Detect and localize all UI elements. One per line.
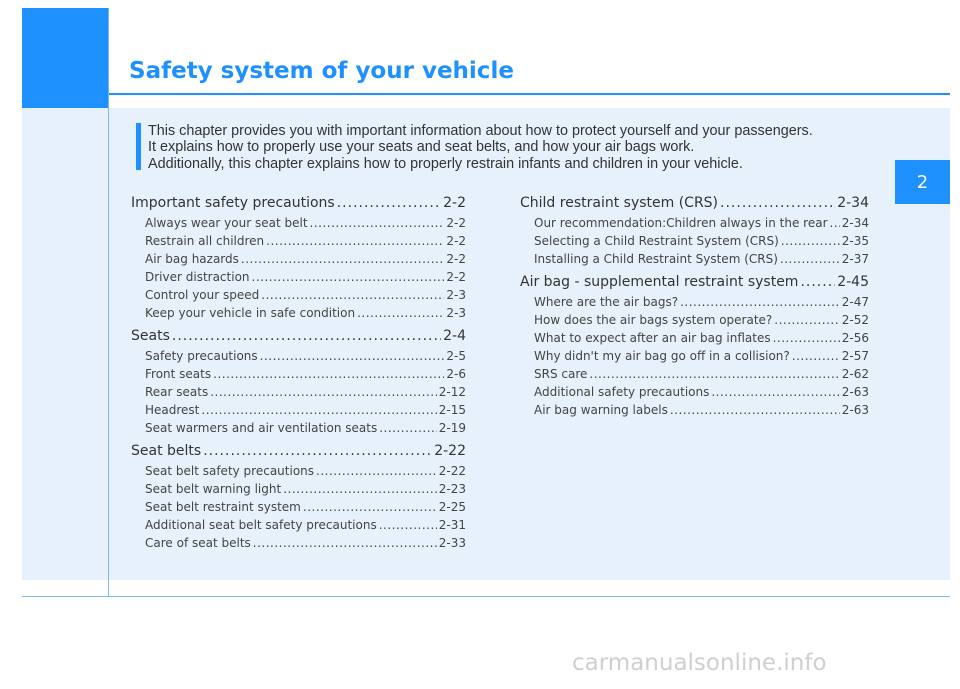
vertical-divider	[108, 8, 109, 596]
toc-entry[interactable]: Driver distraction ..... 2-2	[131, 268, 466, 286]
toc-section-heading[interactable]: Seats ..... 2-4	[131, 325, 466, 347]
toc-entry[interactable]: SRS care ..... 2-62	[520, 365, 869, 383]
intro-line: This chapter provides you with important information about how to protect yourself and your passengers.	[148, 123, 813, 139]
page-title: Safety system of your vehicle	[129, 58, 514, 84]
toc-entry[interactable]: Selecting a Child Restraint System (CRS) ..... 2-35	[520, 232, 869, 250]
toc-entry[interactable]: How does the air bags system operate? ..... 2-52	[520, 311, 869, 329]
toc-entry[interactable]: Where are the air bags? ..... 2-47	[520, 293, 869, 311]
toc-entry[interactable]: Our recommendation:Children always in the rear ..... 2-34	[520, 214, 869, 232]
chapter-intro	[148, 123, 878, 172]
intro-accent-bar	[136, 123, 141, 170]
toc-entry[interactable]: Rear seats ..... 2-12	[131, 383, 466, 401]
intro-line: It explains how to properly use your seats and seat belts, and how your air bags work.	[148, 139, 695, 156]
toc-entry[interactable]: Safety precautions ..... 2-5	[131, 347, 466, 365]
toc-entry[interactable]: Seat belt safety precautions ..... 2-22	[131, 462, 466, 480]
toc-entry[interactable]: Air bag warning labels ..... 2-63	[520, 401, 869, 419]
toc-right-column	[520, 192, 869, 419]
toc-section-heading[interactable]: Important safety precautions ..... 2-2	[131, 192, 466, 214]
toc-entry[interactable]: Headrest ..... 2-15	[131, 401, 466, 419]
toc-section-child-restraint	[520, 192, 869, 268]
toc-entry[interactable]: Air bag hazards ..... 2-2	[131, 250, 466, 268]
toc-entry[interactable]: Seat belt restraint system ..... 2-25	[131, 498, 466, 516]
toc-entry[interactable]: What to expect after an air bag inflates ..... 2-56	[520, 329, 869, 347]
toc-entry[interactable]: Why didn't my air bag go off in a collision? ..... 2-57	[520, 347, 869, 365]
toc-section-heading[interactable]: Seat belts ..... 2-22	[131, 440, 466, 462]
toc-entry[interactable]: Seat belt warning light ..... 2-23	[131, 480, 466, 498]
toc-entry[interactable]: Seat warmers and air ventilation seats ..... 2-19	[131, 419, 466, 437]
toc-entry[interactable]: Additional safety precautions ..... 2-63	[520, 383, 869, 401]
toc-section-heading[interactable]: Air bag - supplemental restraint system ..... 2-45	[520, 271, 869, 293]
toc-entry[interactable]: Keep your vehicle in safe condition ..... 2-3	[131, 304, 466, 322]
chapter-tab[interactable]: 2	[895, 160, 950, 204]
toc-section-air-bag	[520, 271, 869, 419]
toc-entry[interactable]: Installing a Child Restraint System (CRS) ..... 2-37	[520, 250, 869, 268]
header-corner-block	[22, 8, 109, 108]
toc-entry[interactable]: Restrain all children ..... 2-2	[131, 232, 466, 250]
toc-section-seat-belts	[131, 440, 466, 552]
toc-section-important-safety	[131, 192, 466, 322]
toc-left-column	[131, 192, 466, 552]
intro-line: Additionally, this chapter explains how to properly restrain infants and children in your vehicle.	[148, 155, 743, 172]
toc-section-seats	[131, 325, 466, 437]
footer-divider	[22, 596, 950, 597]
watermark: carmanualsonline.info	[572, 650, 827, 676]
toc-entry[interactable]: Additional seat belt safety precautions ..... 2-31	[131, 516, 466, 534]
toc-section-heading[interactable]: Child restraint system (CRS) ..... 2-34	[520, 192, 869, 214]
toc-entry[interactable]: Care of seat belts ..... 2-33	[131, 534, 466, 552]
toc-entry[interactable]: Front seats ..... 2-6	[131, 365, 466, 383]
title-underline	[109, 93, 950, 95]
toc-entry[interactable]: Always wear your seat belt ..... 2-2	[131, 214, 466, 232]
toc-entry[interactable]: Control your speed ..... 2-3	[131, 286, 466, 304]
